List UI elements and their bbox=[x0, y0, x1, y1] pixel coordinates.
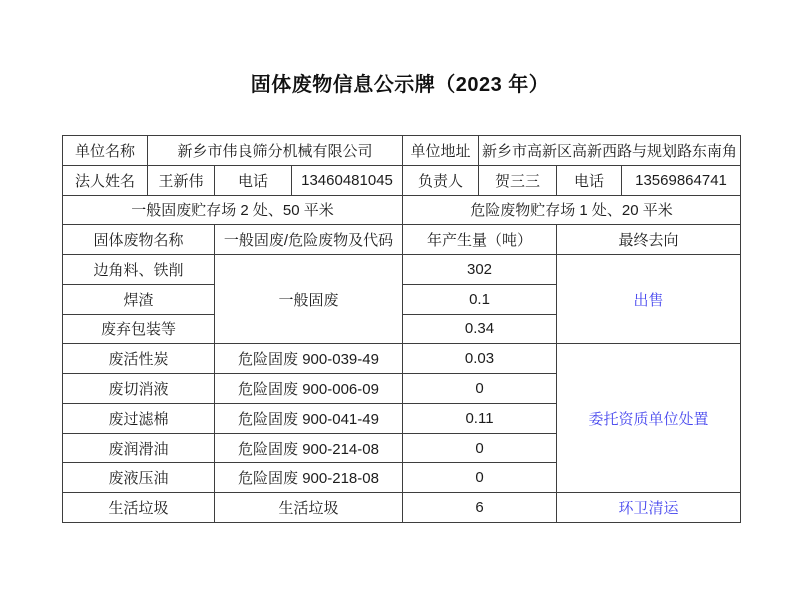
waste-name-cell: 废弃包装等 bbox=[63, 314, 215, 344]
row-column-headers bbox=[63, 225, 741, 255]
row-contact-info bbox=[63, 165, 741, 195]
waste-name-cell: 废切消液 bbox=[63, 374, 215, 404]
unit-address-label: 单位地址 bbox=[403, 136, 479, 166]
waste-name-cell: 废活性炭 bbox=[63, 344, 215, 374]
waste-code-cell: 危险固废 900-041-49 bbox=[215, 403, 403, 433]
waste-code-cell: 危险固废 900-218-08 bbox=[215, 463, 403, 493]
row-storage-info bbox=[63, 195, 741, 225]
phone1-label: 电话 bbox=[215, 165, 292, 195]
col-header-name: 固体废物名称 bbox=[63, 225, 215, 255]
waste-name-cell: 生活垃圾 bbox=[63, 493, 215, 523]
col-header-destination: 最终去向 bbox=[557, 225, 741, 255]
unit-address-value: 新乡市高新区高新西路与规划路东南角 bbox=[479, 136, 741, 166]
unit-name-value: 新乡市伟良筛分机械有限公司 bbox=[148, 136, 403, 166]
waste-name-cell: 边角料、铁削 bbox=[63, 255, 215, 285]
waste-code-cell: 危险固废 900-006-09 bbox=[215, 374, 403, 404]
col-header-code: 一般固废/危险废物及代码 bbox=[215, 225, 403, 255]
waste-amount-cell: 0.34 bbox=[403, 314, 557, 344]
waste-amount-cell: 0.03 bbox=[403, 344, 557, 374]
waste-code-cell: 危险固废 900-214-08 bbox=[215, 433, 403, 463]
phone1-value: 13460481045 bbox=[292, 165, 403, 195]
phone2-value: 13569864741 bbox=[622, 165, 741, 195]
col-header-amount: 年产生量（吨） bbox=[403, 225, 557, 255]
waste-amount-cell: 0.11 bbox=[403, 403, 557, 433]
waste-name-cell: 废液压油 bbox=[63, 463, 215, 493]
waste-dest-cell: 出售 bbox=[557, 255, 741, 344]
row-unit-info bbox=[63, 136, 741, 166]
phone2-label: 电话 bbox=[557, 165, 622, 195]
unit-name-label: 单位名称 bbox=[63, 136, 148, 166]
waste-name-cell: 焊渣 bbox=[63, 284, 215, 314]
waste-amount-cell: 0 bbox=[403, 374, 557, 404]
waste-amount-cell: 0 bbox=[403, 463, 557, 493]
waste-amount-cell: 6 bbox=[403, 493, 557, 523]
general-storage-cell: 一般固废贮存场 2 处、50 平米 bbox=[63, 195, 403, 225]
waste-row bbox=[63, 344, 741, 374]
waste-info-table bbox=[62, 135, 741, 523]
waste-amount-cell: 0.1 bbox=[403, 284, 557, 314]
waste-dest-cell: 委托资质单位处置 bbox=[557, 344, 741, 493]
waste-row bbox=[63, 255, 741, 285]
waste-name-cell: 废润滑油 bbox=[63, 433, 215, 463]
waste-row bbox=[63, 493, 741, 523]
waste-amount-cell: 0 bbox=[403, 433, 557, 463]
waste-amount-cell: 302 bbox=[403, 255, 557, 285]
responsible-value: 贺三三 bbox=[479, 165, 557, 195]
waste-dest-cell: 环卫清运 bbox=[557, 493, 741, 523]
waste-name-cell: 废过滤棉 bbox=[63, 403, 215, 433]
waste-code-cell: 生活垃圾 bbox=[215, 493, 403, 523]
waste-code-cell: 危险固废 900-039-49 bbox=[215, 344, 403, 374]
page-title: 固体废物信息公示牌（2023 年） bbox=[250, 74, 550, 96]
legal-person-label: 法人姓名 bbox=[63, 165, 148, 195]
responsible-label: 负责人 bbox=[403, 165, 479, 195]
waste-code-cell: 一般固废 bbox=[215, 255, 403, 344]
legal-person-value: 王新伟 bbox=[148, 165, 215, 195]
hazard-storage-cell: 危险废物贮存场 1 处、20 平米 bbox=[403, 195, 741, 225]
